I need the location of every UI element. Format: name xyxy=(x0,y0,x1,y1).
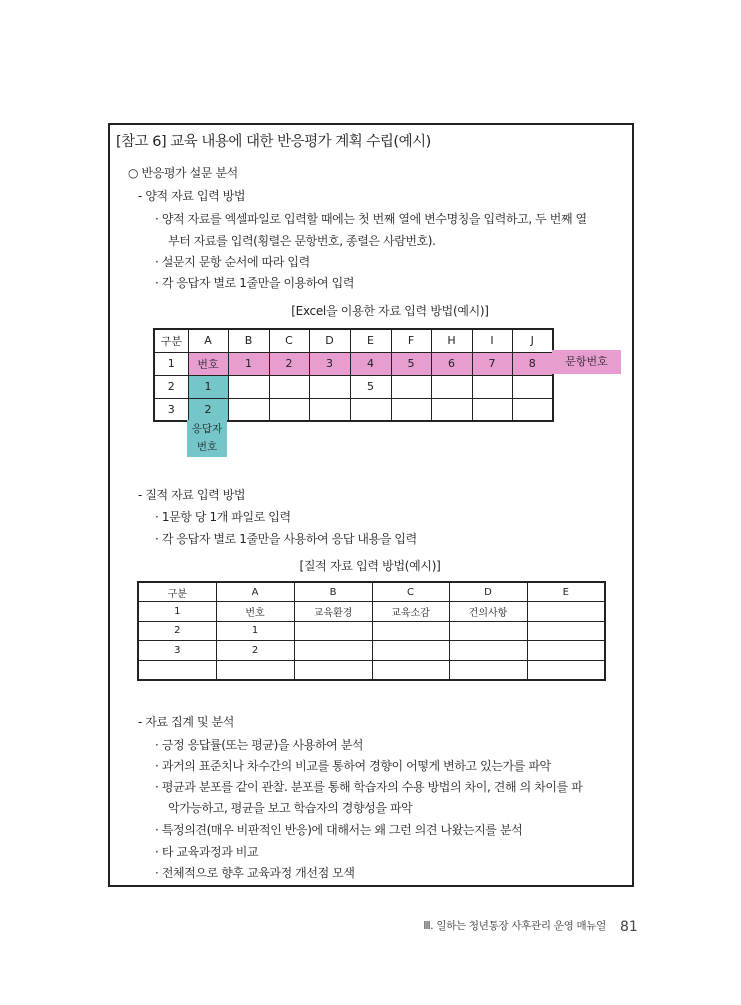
table-cell xyxy=(431,398,472,421)
table-cell: F xyxy=(391,329,431,352)
table-cell xyxy=(309,375,350,398)
analysis-bullet-4: · 특정의견(매우 비판적인 반응)에 대해서는 왜 그런 의견 나왔는지를 분석 xyxy=(155,823,523,837)
table-cell: 번호 xyxy=(216,602,294,622)
table-cell-variable: 7 xyxy=(472,352,512,375)
quant-bullet-3: · 각 응답자 별로 1줄만을 이용하여 입력 xyxy=(155,276,355,290)
table-cell: A xyxy=(216,582,294,602)
section-heading: ○ 반응평가 설문 분석 xyxy=(128,166,238,180)
table-cell xyxy=(269,375,309,398)
quant-bullet-2: · 설문지 문항 순서에 따라 입력 xyxy=(155,255,310,269)
table-cell: A xyxy=(188,329,228,352)
table-header-row xyxy=(154,329,553,352)
table-cell xyxy=(527,660,605,680)
table-cell xyxy=(372,641,449,661)
table-cell xyxy=(228,398,269,421)
table-cell xyxy=(449,660,527,680)
qual-heading: - 질적 자료 입력 방법 xyxy=(138,488,246,502)
table-cell xyxy=(512,375,553,398)
table-row xyxy=(138,641,605,661)
qualitative-input-table xyxy=(137,581,606,681)
table-cell xyxy=(391,375,431,398)
table-cell: 구분 xyxy=(154,329,188,352)
table-row xyxy=(138,621,605,641)
table-cell xyxy=(309,398,350,421)
table-cell xyxy=(512,398,553,421)
table-cell xyxy=(216,660,294,680)
table-cell xyxy=(527,602,605,622)
table-cell: 2 xyxy=(154,375,188,398)
table-cell xyxy=(372,660,449,680)
table-cell: D xyxy=(449,582,527,602)
table-cell-variable: 8 xyxy=(512,352,553,375)
table-cell-variable: 2 xyxy=(269,352,309,375)
quant-heading: - 양적 자료 입력 방법 xyxy=(138,189,246,203)
table-cell xyxy=(294,660,372,680)
table-cell: B xyxy=(294,582,372,602)
table-cell-variable: 3 xyxy=(309,352,350,375)
table-row xyxy=(138,602,605,622)
table-cell: 1 xyxy=(154,352,188,375)
table-cell: 교육소감 xyxy=(372,602,449,622)
table-cell-variable: 6 xyxy=(431,352,472,375)
excel-input-table xyxy=(153,328,554,422)
table-cell: D xyxy=(309,329,350,352)
table-header-row xyxy=(138,582,605,602)
table-cell xyxy=(472,398,512,421)
analysis-bullet-2: · 과거의 표준치나 차수간의 비교를 통하여 경향이 어떻게 변하고 있는가를 파악 xyxy=(155,759,551,773)
table-cell: 5 xyxy=(350,375,391,398)
table-cell xyxy=(294,621,372,641)
table-cell xyxy=(228,375,269,398)
analysis-bullet-1: · 긍정 응답률(또는 평균)을 사용하여 분석 xyxy=(155,738,364,752)
table-cell: 3 xyxy=(154,398,188,421)
table-cell xyxy=(138,660,216,680)
table-cell: C xyxy=(372,582,449,602)
table-cell xyxy=(372,621,449,641)
table-cell-variable: 1 xyxy=(228,352,269,375)
table-cell: H xyxy=(431,329,472,352)
respondent-label-line-1: 응답자 xyxy=(191,423,223,435)
qual-bullet-1: · 1문항 당 1개 파일로 입력 xyxy=(155,510,291,524)
table-cell xyxy=(431,375,472,398)
table-cell xyxy=(449,641,527,661)
qual-caption: [질적 자료 입력 방법(예시)] xyxy=(299,559,441,573)
table-cell-variable: 4 xyxy=(350,352,391,375)
table-cell: 구분 xyxy=(138,582,216,602)
excel-caption: [Excel을 이용한 자료 입력 방법(예시)] xyxy=(291,304,489,318)
table-cell xyxy=(449,621,527,641)
table-cell: 교육환경 xyxy=(294,602,372,622)
table-row xyxy=(154,352,553,375)
table-row xyxy=(154,398,553,421)
table-cell: B xyxy=(228,329,269,352)
quant-bullet-1: · 양적 자료를 엑셀파일로 입력할 때에는 첫 번째 열에 변수명칭을 입력하고, 두 번째 열 xyxy=(155,212,587,226)
analysis-bullet-3-cont: 악가능하고, 평균을 보고 학습자의 경향성을 파악 xyxy=(168,801,413,815)
table-cell-respondent: 2 xyxy=(188,398,228,421)
table-row xyxy=(154,375,553,398)
running-footer: Ⅲ. 일하는 청년통장 사후관리 운영 매뉴얼 xyxy=(423,920,606,932)
table-cell: 2 xyxy=(138,621,216,641)
table-cell-variable: 5 xyxy=(391,352,431,375)
table-cell: E xyxy=(527,582,605,602)
table-cell-respondent: 1 xyxy=(188,375,228,398)
table-cell xyxy=(527,641,605,661)
respondent-number-label xyxy=(187,420,227,457)
page-number: 81 xyxy=(620,919,638,935)
qual-bullet-2: · 각 응답자 별로 1줄만을 사용하여 응답 내용을 입력 xyxy=(155,532,417,546)
table-cell xyxy=(391,398,431,421)
table-cell: 3 xyxy=(138,641,216,661)
box-title: [참고 6] 교육 내용에 대한 반응평가 계획 수립(예시) xyxy=(116,134,431,150)
analysis-bullet-5: · 타 교육과정과 비교 xyxy=(155,845,259,859)
quant-bullet-1-cont: 부터 자료를 입력(횡렬은 문항번호, 종렬은 사람번호). xyxy=(168,234,436,248)
table-cell: 1 xyxy=(216,621,294,641)
item-number-label: 문항번호 xyxy=(552,350,621,374)
analysis-bullet-6: · 전체적으로 향후 교육과정 개선점 모색 xyxy=(155,866,355,880)
table-cell xyxy=(527,621,605,641)
table-cell: J xyxy=(512,329,553,352)
table-cell xyxy=(350,398,391,421)
table-cell: I xyxy=(472,329,512,352)
analysis-bullet-3: · 평균과 분포를 같이 관찰. 분포를 통해 학습자의 수용 방법의 차이, 견해 의 차이를 파 xyxy=(155,780,583,794)
table-cell xyxy=(269,398,309,421)
table-cell-variable: 번호 xyxy=(188,352,228,375)
analysis-heading: - 자료 집계 및 분석 xyxy=(138,715,234,729)
table-cell xyxy=(472,375,512,398)
table-cell: 건의사항 xyxy=(449,602,527,622)
table-cell: 1 xyxy=(138,602,216,622)
table-row xyxy=(138,660,605,680)
table-cell xyxy=(294,641,372,661)
respondent-label-line-2: 번호 xyxy=(196,441,218,453)
table-cell: C xyxy=(269,329,309,352)
table-cell: 2 xyxy=(216,641,294,661)
table-cell: E xyxy=(350,329,391,352)
